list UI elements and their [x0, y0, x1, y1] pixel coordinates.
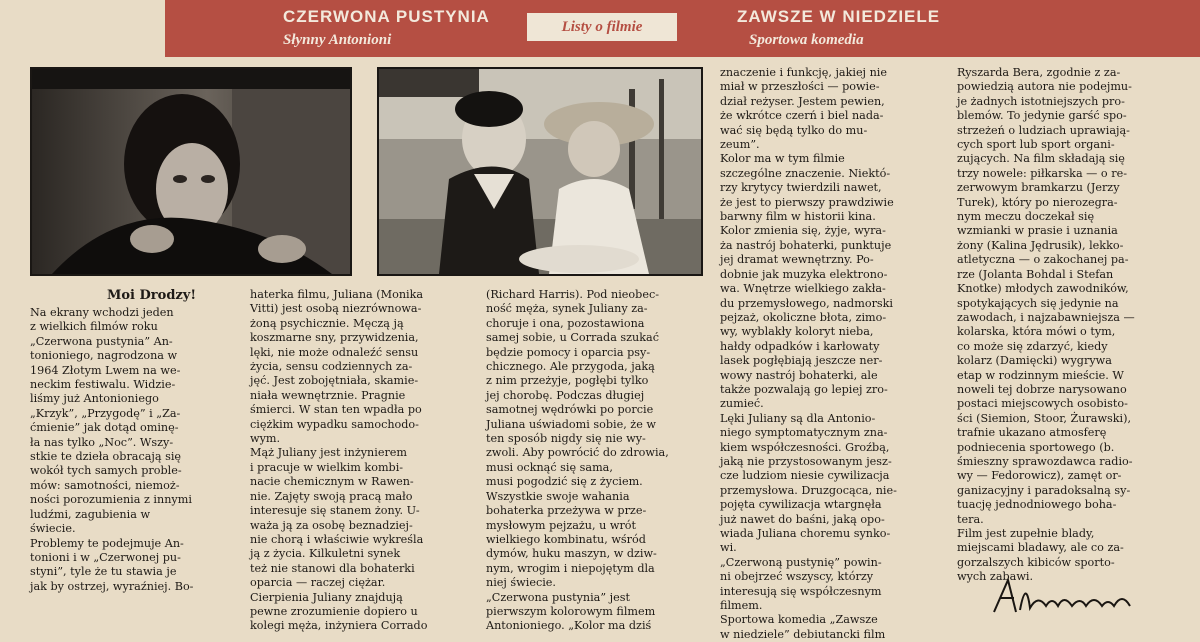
right-subtitle: Sportowa komedia	[749, 32, 864, 48]
header-banner	[165, 0, 1200, 57]
column-3: (Richard Harris). Pod nieobec- ność męża, synek Juliany za- choruje i ona, pozostawiona samej sobie, u Corrada szukać będzie pomocy i oparcia psy- chicznego. Ale przygoda, jaką z nim przeżyje, pogłębi tylko jej chorobę. Podczas długiej samotnej wędrówki po porcie Juliana uświadomi sobie, że w ten sposób nigdy się nie wy- zwoli. Aby powrócić do zdrowia, musi ocknąć się sama, musi pogodzić się z życiem. Wszystkie swoje wahania bohaterka przeżywa w prze- mysłowym pejzażu, u wrót wielkiego kombinatu, wśród dymów, huku maszyn, w dziw- nym, wrogim i niepojętym dla niej świecie. „Czerwona pustynia” jest pierwszym kolorowym filmem Antonioniego. „Kolor ma dziś	[486, 288, 669, 633]
right-title: ZAWSZE W NIEDZIELE	[737, 7, 941, 26]
column-2: haterka filmu, Juliana (Monika Vitti) jest osobą niezrównowa- żoną psychicznie. Męczą ją koszmarne sny, przywidzenia, lęki, nie może odnaleźć sensu życia, sensu codziennych za- jęć. Jest zobojętniała, skamie- niała wewnętrznie. Pragnie śmierci. W stan ten wpadła po ciężkim wypadku samochodo- wym. Mąż Juliany jest inżynierem i pracuje w wielkim kombi- nacie chemicznym w Rawen- nie. Zajęty swoją pracą mało interesuje się stanem żony. U- waża ją za osobę beznadziej- nie chorą i właściwie wykreśla ją z życia. Kilkuletni synek też nie stanowi dla bohaterki oparcia — raczej ciężar. Cierpienia Juliany znajdują pewne zrozumienie dopiero u kolegi męża, inżyniera Corrado	[250, 288, 428, 633]
photo-couple-field-image	[379, 69, 701, 274]
column-5: Ryszarda Bera, zgodnie z za- powiedzią autora nie podejmu- je żadnych istotniejszych pro- blemów. To jedynie garść spo- strzeżeń o ludziach uprawiają- cych sport lub sport organi- zujących. Na film składają się trzy nowele: piłkarska — o re- zerwowym bramkarzu (Jerzy Turek), który po nierozegra- nym meczu doczekał się wzmianki w prasie i uznania żony (Kalina Jędrusik), lekko- atletyczna — o zakochanej pa- rze (Jolanta Bohdal i Stefan Knotke) młodych zawodników, spotykających się jedynie na zawodach, i najzabawniejsza — kolarska, która mówi o tym, co może się zdarzyć, kiedy kolarz (Damięcki) wygrywa etap w rodzinnym mieście. W noweli tej dobrze narysowano postaci miejscowych osobisto- ści (Siemion, Stoor, Żurawski), trafnie ukazano atmosferę podniecenia sportowego (b. śmieszny sprawozdawca radio- wy — Fedorowicz), zamęt or- ganizacyjny i paradoksalną sy- tuację jednodniowego boha- tera. Film jest zupełnie blady, miejscami bladawy, ale co za- gorzalszych kibiców sporto- wych zabawi.	[957, 66, 1135, 584]
left-title: CZERWONA PUSTYNIA	[283, 7, 490, 26]
signature	[990, 572, 1150, 622]
section-badge: Listy o filmie	[527, 13, 677, 41]
signature-mark	[990, 572, 1150, 622]
greeting: Moi Drodzy!	[107, 288, 197, 303]
photo-woman-driving-image	[32, 69, 350, 274]
photo-woman-driving	[30, 67, 352, 276]
photo-couple-field	[377, 67, 703, 276]
left-subtitle: Słynny Antonioni	[283, 32, 392, 48]
column-1: Na ekrany wchodzi jeden z wielkich filmów roku „Czerwona pustynia” An- tonioniego, nagrodzona w 1964 Złotym Lwem na we- neckim festiwalu. Widzie- liśmy już Antonioniego „Krzyk”, „Przygodę” i „Za- ćmienie” jak dotąd ominę- ła nas tylko „Noc”. Wszy- stkie te dzieła obracają się wokół tych samych proble- mów: samotności, niemoż- ności porozumienia z innymi ludźmi, zagubienia w świecie. Problemy te podejmuje An- tonioni i w „Czerwonej pu- styni”, tyle że tu stawia je jak by ostrzej, wyraźniej. Bo-	[30, 306, 194, 593]
column-4: znaczenie i funkcję, jakiej nie miał w przeszłości — powie- dział reżyser. Jestem pewien, że wkrótce czerń i biel nada- wać się będą tylko do mu- zeum”. Kolor ma w tym filmie szczególne znaczenie. Niektó- rzy krytycy twierdzili nawet, że jest to pierwszy prawdziwie barwny film w historii kina. Kolor zmienia się, żyje, wyra- ża nastrój bohaterki, punktuje jej dramat wewnętrzny. Po- dobnie jak muzyka elektrono- wa. Wnętrze wielkiego zakła- du przemysłowego, nadmorski pejzaż, okoliczne błota, zimo- wy, wyblakły koloryt nieba, hałdy odpadków i karłowaty lasek pogłębiają jeszcze ner- wowy nastrój bohaterki, ale także pozwalają go lepiej zro- zumieć. Lęki Juliany są dla Antonio- niego symptomatycznym zna- kiem współczesności. Groźbą, jaką nie przystosowanym jesz- cze ludziom niesie cywilizacja przemysłowa. Druzgocąca, nie- pojęta cywilizacja wtargnęła już nawet do baśni, jaką opo- wiada Juliana choremu synko- wi. „Czerwoną pustynię” powin- ni obejrzeć wszyscy, którzy interesują się współczesnym filmem. Sportowa komedia „Zawsze w niedziele” debiutancki film	[720, 66, 897, 641]
